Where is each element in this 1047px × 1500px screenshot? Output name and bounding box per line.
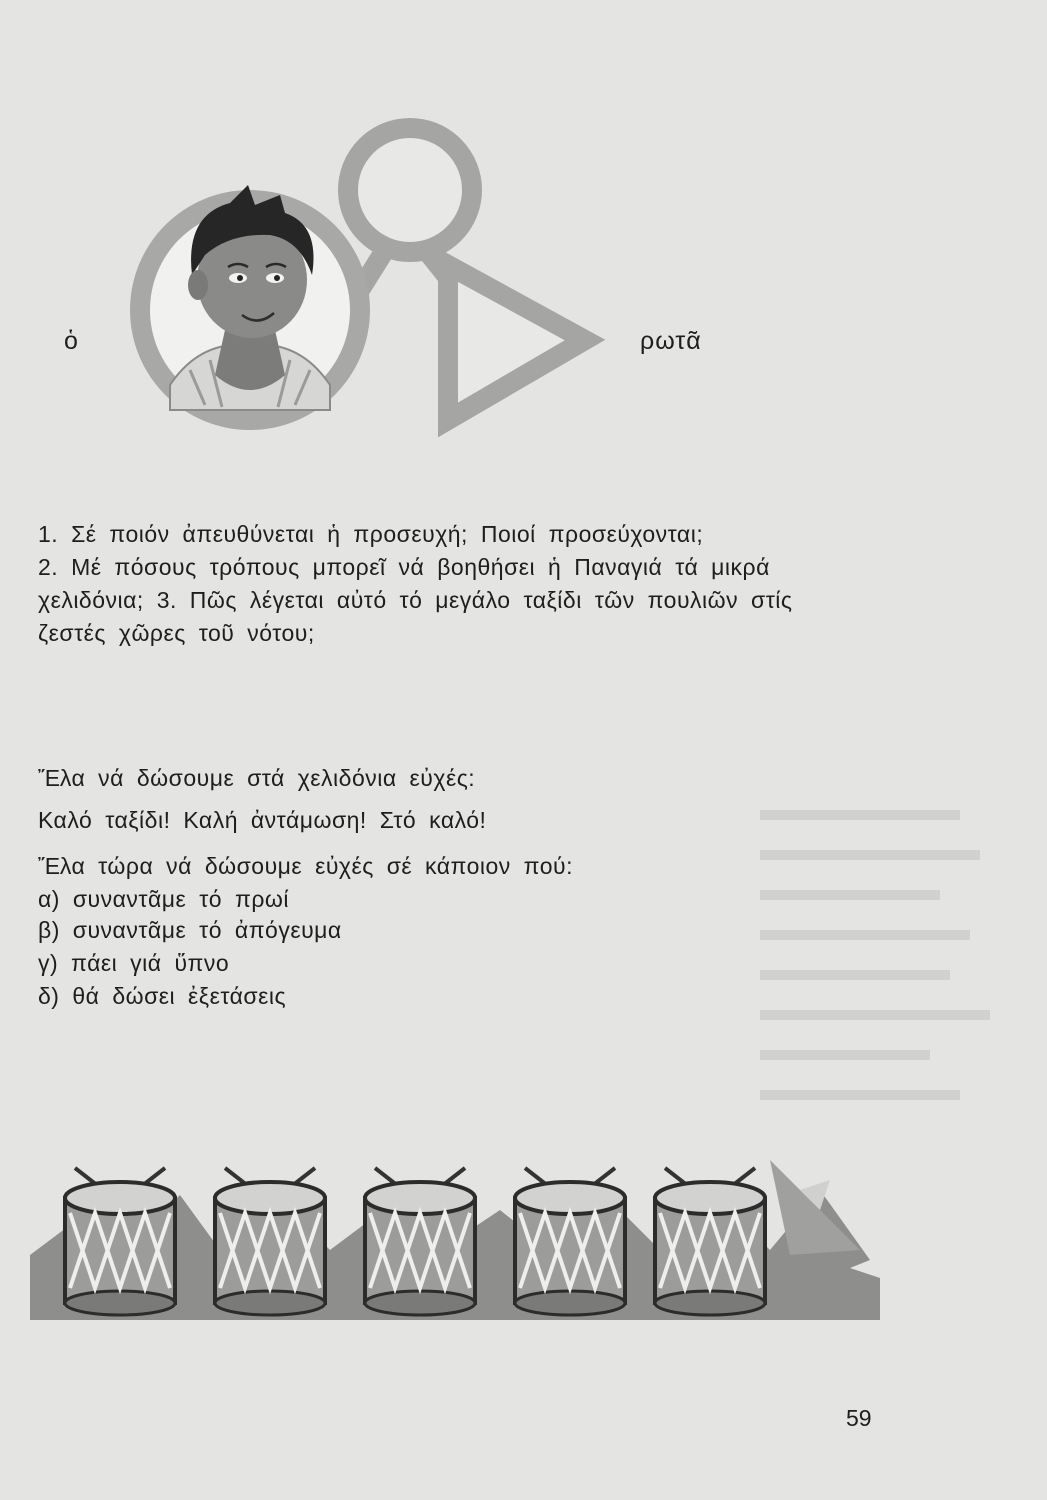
wish-item: δ) θά δώσει ἐξετάσεις: [38, 983, 287, 1009]
page-number: 59: [846, 1405, 872, 1431]
verb-word: ρωτᾶ: [640, 327, 702, 355]
question-line: ζεστές χῶρες τοῦ νότου;: [38, 620, 315, 646]
article-word: ὁ: [64, 327, 79, 355]
boy-with-question-arrow-icon: [130, 115, 630, 455]
question-line: 2. Μέ πόσους τρόπους μπορεῖ νά βοηθήσει ἡ Παναγιά τά μικρά: [38, 554, 770, 580]
wish-item: α) συναντᾶμε τό πρωί: [38, 886, 289, 912]
wishes-example: Καλό ταξίδι! Καλή ἀντάμωση! Στό καλό!: [38, 807, 487, 833]
question-line: 1. Σέ ποιόν ἀπευθύνεται ἡ προσευχή; Ποιοί προσεύχονται;: [38, 521, 704, 547]
wishes-prompt: Ἔλα τώρα νά δώσουμε εὐχές σέ κάποιον πού:: [38, 853, 573, 879]
question-line: χελιδόνια; 3. Πῶς λέγεται αὐτό τό μεγάλο ταξίδι τῶν πουλιῶν στίς: [38, 587, 793, 613]
drums-icon: [30, 1150, 880, 1320]
wish-item: β) συναντᾶμε τό ἀπόγευμα: [38, 917, 342, 943]
wish-item: γ) πάει γιά ὕπνο: [38, 950, 230, 976]
wishes-intro: Ἔλα νά δώσουμε στά χελιδόνια εὐχές:: [38, 765, 476, 791]
